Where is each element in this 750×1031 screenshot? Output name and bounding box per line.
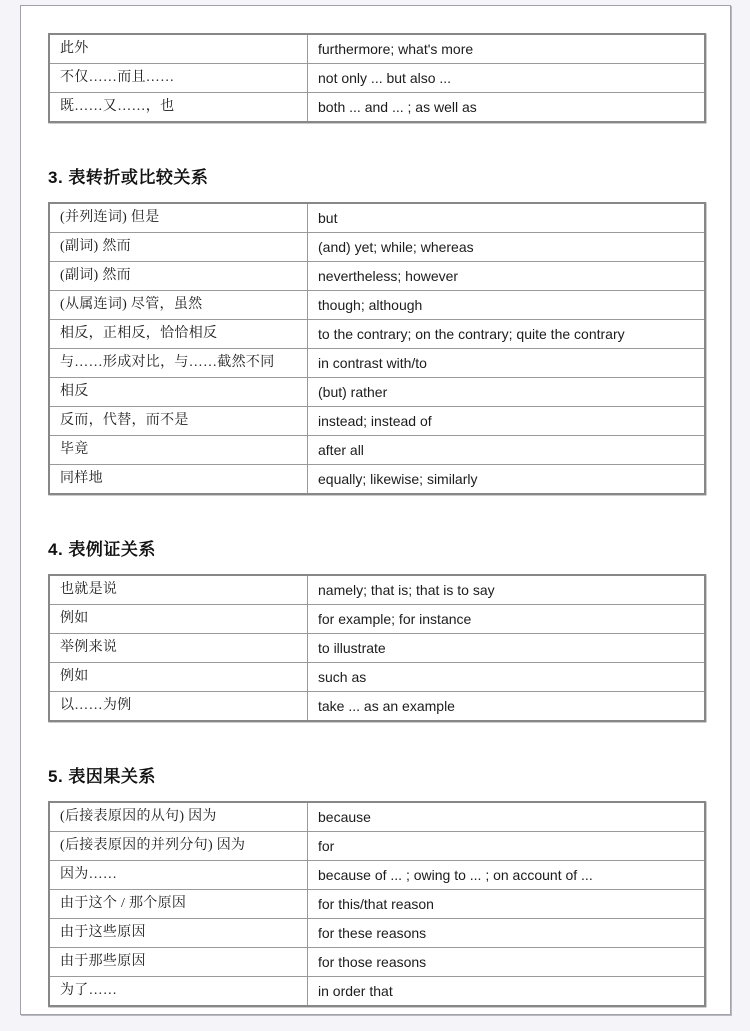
english-equivalent-cell: in order that <box>308 977 706 1007</box>
chinese-term-cell: 例如 <box>49 663 308 692</box>
section-contrast-comparison <box>48 167 730 495</box>
table-row <box>49 407 705 436</box>
english-equivalent-cell: in contrast with/to <box>308 349 706 378</box>
table-row <box>49 262 705 291</box>
table-row <box>49 93 705 123</box>
table-row <box>49 802 705 832</box>
chinese-term-cell: (并列连词) 但是 <box>49 203 308 233</box>
page-content <box>21 6 730 1007</box>
english-equivalent-cell: equally; likewise; similarly <box>308 465 706 495</box>
vocab-table-exemplification <box>48 574 706 722</box>
english-equivalent-cell: instead; instead of <box>308 407 706 436</box>
chinese-term-cell: (后接表原因的从句) 因为 <box>49 802 308 832</box>
english-equivalent-cell: but <box>308 203 706 233</box>
english-equivalent-cell: to illustrate <box>308 634 706 663</box>
chinese-term-cell: 既……又……，也 <box>49 93 308 123</box>
table-row <box>49 634 705 663</box>
section-heading-exemplification: 4. 表例证关系 <box>48 540 156 559</box>
table-row <box>49 861 705 890</box>
vocab-table-addition <box>48 33 706 123</box>
table-row <box>49 320 705 349</box>
english-equivalent-cell: furthermore; what's more <box>308 34 706 64</box>
chinese-term-cell: 毕竟 <box>49 436 308 465</box>
section-cause-effect <box>48 766 730 1007</box>
table-row <box>49 64 705 93</box>
english-equivalent-cell: because <box>308 802 706 832</box>
english-equivalent-cell: for <box>308 832 706 861</box>
english-equivalent-cell: such as <box>308 663 706 692</box>
chinese-term-cell: (后接表原因的并列分句) 因为 <box>49 832 308 861</box>
chinese-term-cell: (副词) 然而 <box>49 262 308 291</box>
table-row <box>49 349 705 378</box>
table-row <box>49 378 705 407</box>
table-row <box>49 663 705 692</box>
section-addition-continued <box>48 33 730 123</box>
section-heading-cause-effect: 5. 表因果关系 <box>48 767 156 786</box>
english-equivalent-cell: (but) rather <box>308 378 706 407</box>
table-row <box>49 291 705 320</box>
chinese-term-cell: (从属连词) 尽管，虽然 <box>49 291 308 320</box>
chinese-term-cell: 相反，正相反，恰恰相反 <box>49 320 308 349</box>
table-row <box>49 34 705 64</box>
chinese-term-cell: 例如 <box>49 605 308 634</box>
english-equivalent-cell: because of ... ; owing to ... ; on account of ... <box>308 861 706 890</box>
chinese-term-cell: 此外 <box>49 34 308 64</box>
english-equivalent-cell: for these reasons <box>308 919 706 948</box>
english-equivalent-cell: both ... and ... ; as well as <box>308 93 706 123</box>
chinese-term-cell: 为了…… <box>49 977 308 1007</box>
chinese-term-cell: 不仅……而且…… <box>49 64 308 93</box>
english-equivalent-cell: after all <box>308 436 706 465</box>
section-heading-contrast: 3. 表转折或比较关系 <box>48 168 209 187</box>
english-equivalent-cell: (and) yet; while; whereas <box>308 233 706 262</box>
english-equivalent-cell: though; although <box>308 291 706 320</box>
english-equivalent-cell: nevertheless; however <box>308 262 706 291</box>
table-row <box>49 890 705 919</box>
english-equivalent-cell: for this/that reason <box>308 890 706 919</box>
table-row <box>49 436 705 465</box>
chinese-term-cell: (副词) 然而 <box>49 233 308 262</box>
table-row <box>49 832 705 861</box>
chinese-term-cell: 以……为例 <box>49 692 308 722</box>
table-row <box>49 977 705 1007</box>
table-row <box>49 233 705 262</box>
table-row <box>49 203 705 233</box>
table-row <box>49 605 705 634</box>
chinese-term-cell: 反而，代替，而不是 <box>49 407 308 436</box>
english-equivalent-cell: to the contrary; on the contrary; quite the contrary <box>308 320 706 349</box>
chinese-term-cell: 也就是说 <box>49 575 308 605</box>
document-page <box>20 5 731 1015</box>
table-row <box>49 919 705 948</box>
chinese-term-cell: 举例来说 <box>49 634 308 663</box>
vocab-table-cause-effect <box>48 801 706 1007</box>
table-row <box>49 575 705 605</box>
english-equivalent-cell: namely; that is; that is to say <box>308 575 706 605</box>
chinese-term-cell: 由于这些原因 <box>49 919 308 948</box>
chinese-term-cell: 与……形成对比，与……截然不同 <box>49 349 308 378</box>
english-equivalent-cell: not only ... but also ... <box>308 64 706 93</box>
vocab-table-contrast <box>48 202 706 495</box>
section-exemplification <box>48 539 730 722</box>
table-row <box>49 692 705 722</box>
chinese-term-cell: 由于这个 / 那个原因 <box>49 890 308 919</box>
table-row <box>49 948 705 977</box>
table-row <box>49 465 705 495</box>
english-equivalent-cell: for example; for instance <box>308 605 706 634</box>
chinese-term-cell: 因为…… <box>49 861 308 890</box>
english-equivalent-cell: take ... as an example <box>308 692 706 722</box>
english-equivalent-cell: for those reasons <box>308 948 706 977</box>
chinese-term-cell: 同样地 <box>49 465 308 495</box>
chinese-term-cell: 由于那些原因 <box>49 948 308 977</box>
chinese-term-cell: 相反 <box>49 378 308 407</box>
